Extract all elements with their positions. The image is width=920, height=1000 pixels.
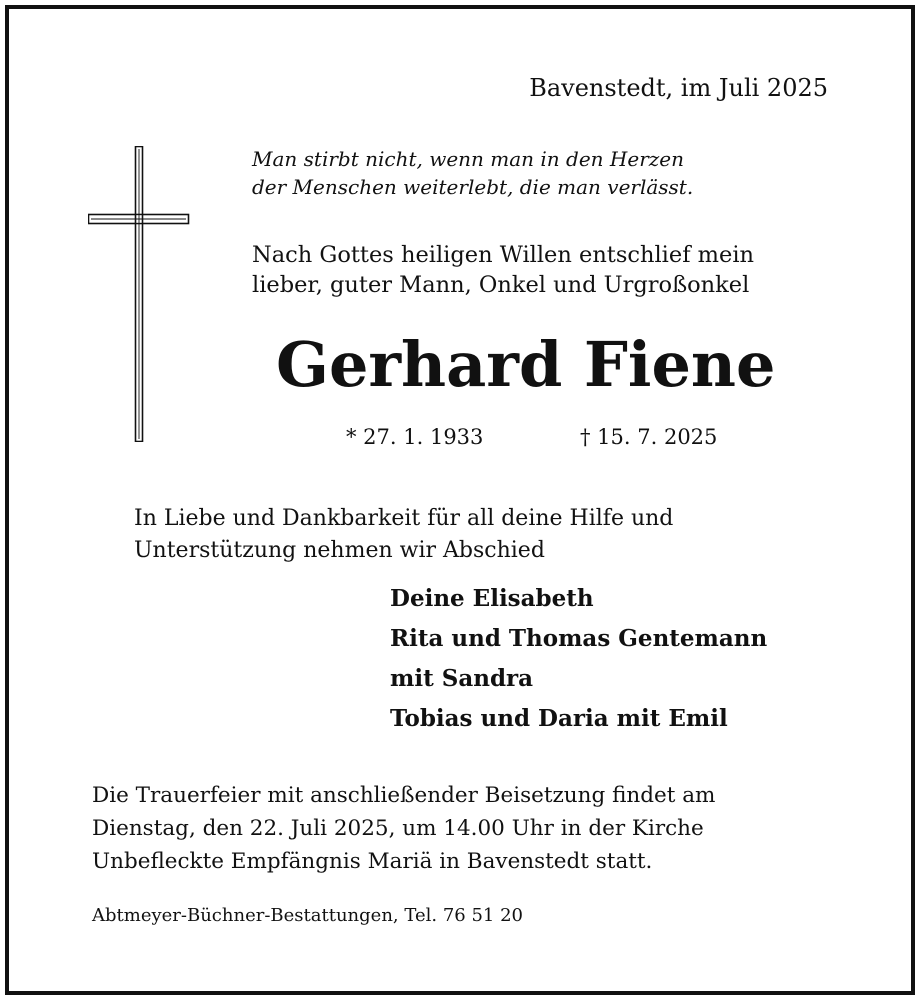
service-line-1: Die Trauerfeier mit anschließender Beisetzung findet am	[92, 783, 716, 808]
quote	[252, 145, 812, 201]
death-date: † 15. 7. 2025	[580, 425, 718, 449]
intro-text	[252, 240, 852, 300]
funeral-service-info	[92, 779, 852, 878]
quote-line-1: Man stirbt nicht, wenn man in den Herzen	[252, 147, 685, 171]
farewell-text	[134, 503, 854, 567]
quote-line-2: der Menschen weiterlebt, die man verlässt.	[252, 175, 694, 199]
mourners-list	[390, 579, 870, 739]
place-date: Bavenstedt, im Juli 2025	[529, 74, 828, 102]
birth-date: * 27. 1. 1933	[346, 425, 484, 449]
farewell-line-2: Unterstützung nehmen wir Abschied	[134, 538, 545, 563]
mourner-line: mit Sandra	[390, 665, 534, 692]
mourner-line: Rita und Thomas Gentemann	[390, 625, 768, 652]
mourner-line: Deine Elisabeth	[390, 585, 594, 612]
cross-icon	[88, 146, 190, 442]
service-line-3: Unbefleckte Empfängnis Mariä in Bavenstedt statt.	[92, 849, 653, 874]
intro-line-1: Nach Gottes heiligen Willen entschlief mein	[252, 242, 755, 268]
undertaker-contact: Abtmeyer-Büchner-Bestattungen, Tel. 76 51 20	[92, 905, 523, 926]
deceased-name: Gerhard Fiene	[276, 328, 776, 401]
intro-line-2: lieber, guter Mann, Onkel und Urgroßonkel	[252, 272, 750, 298]
service-line-2: Dienstag, den 22. Juli 2025, um 14.00 Uhr in der Kirche	[92, 816, 704, 841]
mourner-line: Tobias und Daria mit Emil	[390, 705, 728, 732]
farewell-line-1: In Liebe und Dankbarkeit für all deine Hilfe und	[134, 506, 674, 531]
